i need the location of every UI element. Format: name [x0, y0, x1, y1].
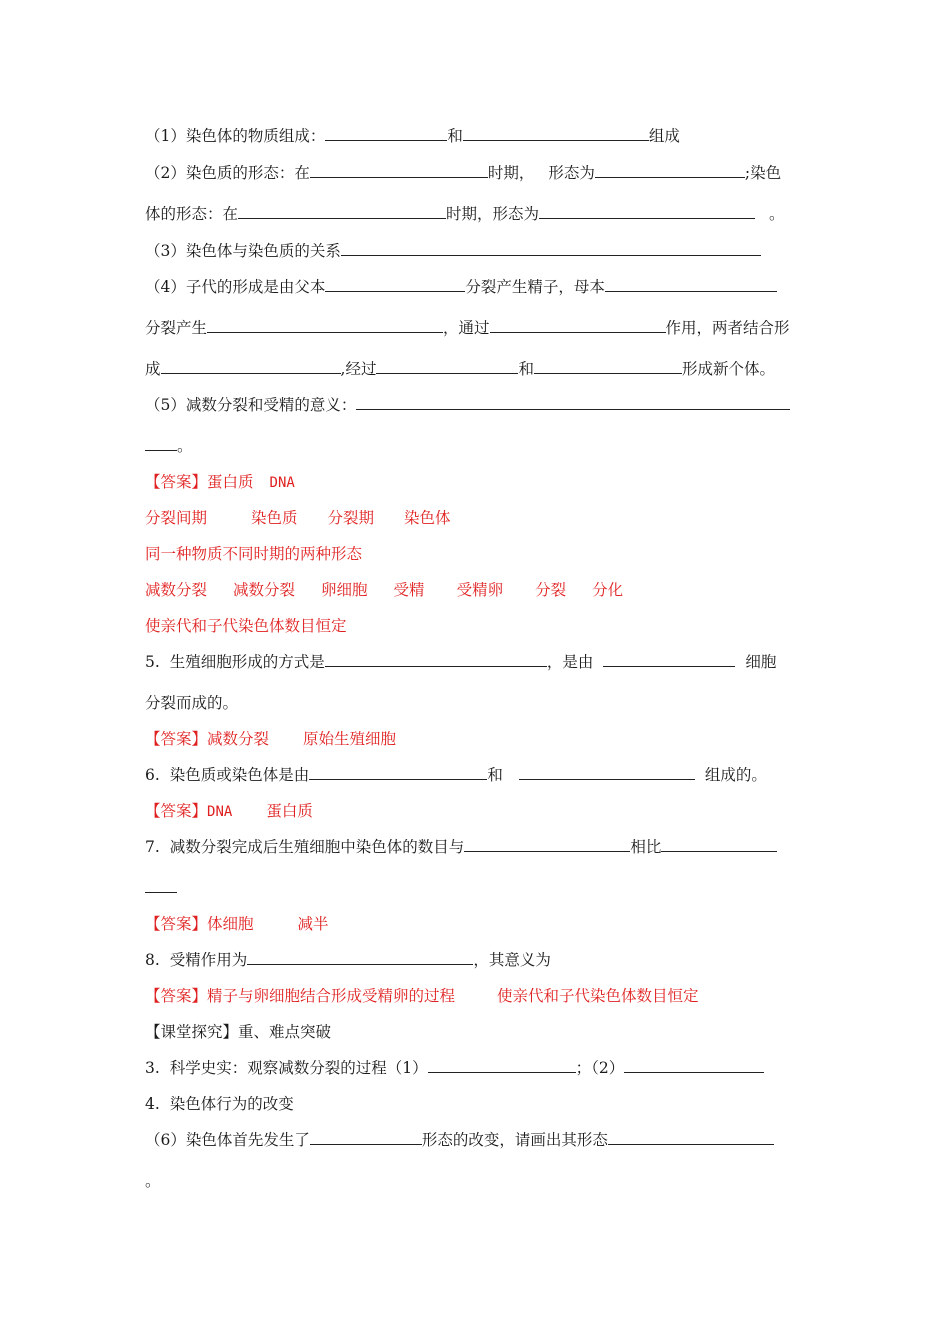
answer-line: [145, 543, 807, 565]
answer-blank[interactable]: [490, 318, 666, 333]
question-text: 受精作用为: [169, 951, 248, 969]
question-1-3: [145, 240, 807, 262]
question-6: [145, 764, 807, 786]
question-text: 和: [518, 360, 534, 378]
answer-blank[interactable]: [325, 277, 465, 292]
question-1-5-cont: [145, 435, 807, 457]
answer-blank[interactable]: [310, 163, 488, 178]
answer-blank[interactable]: [325, 126, 447, 141]
answer-blank[interactable]: [539, 204, 755, 219]
answer-item: 减数分裂: [207, 730, 270, 748]
question-4: [145, 1093, 807, 1115]
question-1-4: [145, 276, 807, 298]
answer-item: 染色质: [251, 509, 298, 527]
answer-item: 减数分裂: [233, 581, 296, 599]
question-text: 组成: [648, 127, 680, 145]
answer-blank[interactable]: [376, 359, 518, 374]
answer-blank[interactable]: [428, 1058, 576, 1073]
answer-blank[interactable]: [534, 359, 682, 374]
answer-blank[interactable]: [310, 1130, 422, 1145]
item-number: 3.: [145, 1059, 160, 1077]
answer-line: [145, 471, 807, 494]
question-7: [145, 836, 807, 858]
item-number: 8.: [145, 951, 160, 969]
section-title: 重、难点突破: [238, 1023, 332, 1041]
answer-line: [145, 728, 807, 750]
question-4-6-cont: [145, 1170, 807, 1192]
question-text: 科学史实：观察减数分裂的过程（1）: [169, 1059, 428, 1077]
answer-blank[interactable]: [603, 652, 735, 667]
answer-blank[interactable]: [608, 1130, 774, 1145]
question-text: 染色体的物质组成：: [185, 127, 326, 145]
answer-item: 使亲代和子代染色体数目恒定: [145, 617, 347, 635]
answer-line: [145, 579, 807, 601]
answer-item: 使亲代和子代染色体数目恒定: [497, 987, 699, 1005]
answer-blank[interactable]: [238, 204, 446, 219]
answer-item: DNA: [207, 804, 233, 820]
answer-tag: 【答案】: [145, 987, 208, 1005]
question-text: 子代的形成是由父本: [185, 278, 326, 296]
answer-item: 染色体: [404, 509, 451, 527]
answer-blank[interactable]: [595, 163, 745, 178]
item-number: 7.: [145, 838, 160, 856]
answer-blank[interactable]: [325, 652, 547, 667]
answer-item: 同一种物质不同时期的两种形态: [145, 545, 363, 563]
question-5-cont: [145, 692, 807, 714]
question-5: [145, 651, 807, 673]
question-3: [145, 1057, 807, 1079]
section-bracket: 【课堂探究】: [145, 1023, 239, 1041]
question-text: 时期，: [487, 164, 535, 182]
question-text: 染色体首先发生了: [185, 1131, 310, 1149]
question-1-4-cont2: [145, 358, 807, 380]
question-text: 染色体与染色质的关系: [185, 242, 341, 260]
answer-item: DNA: [269, 475, 295, 491]
answer-blank[interactable]: [661, 837, 777, 852]
question-text: ，通过: [443, 319, 490, 337]
answer-blank[interactable]: [463, 126, 649, 141]
answer-line: [145, 507, 807, 529]
question-text: 。: [177, 437, 193, 455]
answer-blank[interactable]: [464, 837, 630, 852]
answer-blank[interactable]: [161, 359, 341, 374]
question-1-5: [145, 394, 807, 416]
question-8: [145, 949, 807, 971]
question-text: ,经过: [340, 360, 377, 378]
question-7-cont: [145, 877, 807, 899]
answer-item: 蛋白质: [207, 473, 254, 491]
item-number: （5）: [145, 396, 186, 414]
question-text: 生殖细胞形成的方式是: [169, 653, 325, 671]
question-text: 形态为: [548, 164, 595, 182]
answer-line: [145, 985, 807, 1007]
item-number: 5.: [145, 653, 160, 671]
question-text: ，是由: [546, 653, 594, 671]
answer-item: 分化: [592, 581, 624, 599]
answer-blank[interactable]: [207, 318, 443, 333]
answer-item: 分裂: [535, 581, 567, 599]
answer-item: 受精卵: [456, 581, 504, 599]
question-text: 细胞: [745, 653, 777, 671]
question-text: 作用，两者结合形: [665, 319, 790, 337]
item-number: （1）: [145, 127, 186, 145]
answer-blank[interactable]: [605, 277, 777, 292]
answer-line: [145, 615, 807, 637]
answer-blank[interactable]: [624, 1058, 764, 1073]
answer-item: 卵细胞: [321, 581, 368, 599]
question-text: ；（2）: [575, 1059, 625, 1077]
question-text: 染色质的形态：在: [185, 164, 310, 182]
question-text: 和: [487, 766, 503, 784]
question-text: 时期，形态为: [446, 205, 540, 223]
answer-tag: 【答案】: [145, 473, 208, 491]
answer-item: 减半: [297, 915, 329, 933]
question-text: 减数分裂和受精的意义：: [185, 396, 357, 414]
answer-blank[interactable]: [309, 765, 487, 780]
answer-blank[interactable]: [145, 436, 177, 451]
question-text: 相比: [630, 838, 662, 856]
answer-line: [145, 800, 807, 823]
question-text: 染色体行为的改变: [169, 1095, 294, 1113]
question-text: 减数分裂完成后生殖细胞中染色体的数目与: [169, 838, 465, 856]
question-text: 组成的。: [704, 766, 767, 784]
answer-item: 受精: [393, 581, 425, 599]
answer-blank[interactable]: [341, 241, 761, 256]
answer-item: 减数分裂: [145, 581, 208, 599]
question-4-6: [145, 1129, 807, 1151]
answer-item: 原始生殖细胞: [303, 730, 397, 748]
answer-item: 分裂期: [327, 509, 375, 527]
answer-tag: 【答案】: [145, 915, 208, 933]
question-text: 分裂产生: [145, 319, 208, 337]
question-text: 。: [145, 1172, 161, 1190]
item-number: （3）: [145, 242, 186, 260]
answer-tag: 【答案】: [145, 802, 208, 820]
question-text: 和: [447, 127, 463, 145]
question-text: 形态的改变，请画出其形态: [421, 1131, 608, 1149]
answer-blank[interactable]: [356, 395, 790, 410]
question-1-2-cont: [145, 203, 807, 225]
answer-item: 精子与卵细胞结合形成受精卵的过程: [207, 987, 456, 1005]
answer-blank[interactable]: [519, 765, 695, 780]
answer-line: [145, 913, 807, 935]
question-text: 分裂产生精子，母本: [465, 278, 605, 296]
question-text: 。: [769, 205, 785, 223]
question-1-1: [145, 125, 807, 147]
question-text: 染色质或染色体是由: [169, 766, 310, 784]
answer-item: 蛋白质: [266, 802, 313, 820]
question-text: ;染色: [744, 164, 782, 182]
question-text: 成: [145, 360, 161, 378]
question-text: 分裂而成的。: [145, 694, 239, 712]
question-1-4-cont: [145, 317, 807, 339]
question-text: 形成新个体。: [681, 360, 775, 378]
question-1-2: [145, 162, 807, 184]
answer-blank[interactable]: [247, 950, 473, 965]
section-heading: [145, 1021, 807, 1043]
answer-item: 体细胞: [207, 915, 254, 933]
item-number: （4）: [145, 278, 186, 296]
item-number: 6.: [145, 766, 160, 784]
item-number: （2）: [145, 164, 186, 182]
item-number: 4.: [145, 1095, 160, 1113]
item-number: （6）: [145, 1131, 186, 1149]
answer-blank[interactable]: [145, 878, 177, 893]
question-text: 体的形态：在: [145, 205, 239, 223]
answer-tag: 【答案】: [145, 730, 208, 748]
answer-item: 分裂间期: [145, 509, 208, 527]
question-text: ，其意义为: [473, 951, 551, 969]
